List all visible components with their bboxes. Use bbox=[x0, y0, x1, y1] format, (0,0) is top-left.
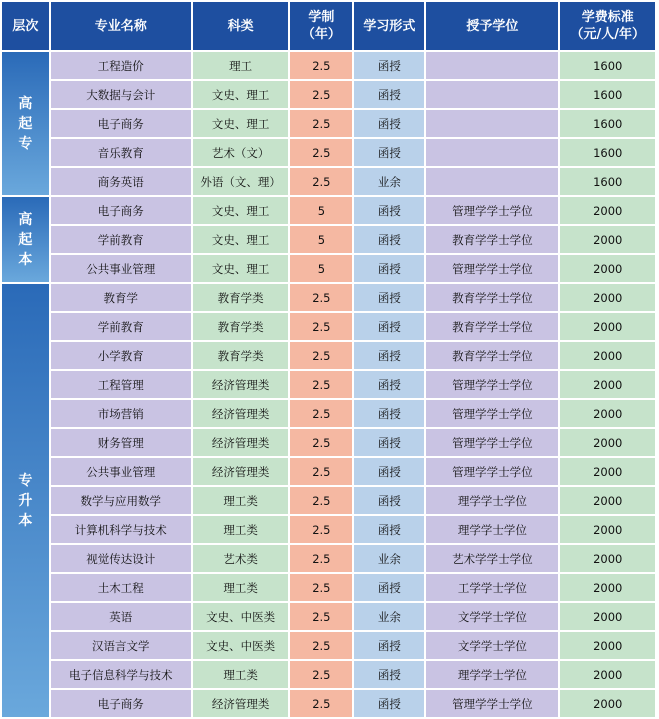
years-cell: 2.5 bbox=[290, 661, 352, 688]
degree-cell: 管理学学士学位 bbox=[426, 255, 558, 282]
fee-cell: 2000 bbox=[560, 400, 655, 427]
category-cell: 外语（文、理） bbox=[193, 168, 288, 195]
fee-cell: 1600 bbox=[560, 81, 655, 108]
degree-cell: 管理学学士学位 bbox=[426, 458, 558, 485]
years-cell: 5 bbox=[290, 226, 352, 253]
level-cell bbox=[2, 197, 49, 282]
table-row bbox=[2, 661, 655, 688]
years-cell: 2.5 bbox=[290, 603, 352, 630]
table-row bbox=[2, 574, 655, 601]
table-row bbox=[2, 632, 655, 659]
header-fee bbox=[560, 2, 655, 50]
table-row bbox=[2, 81, 655, 108]
degree-cell: 管理学学士学位 bbox=[426, 197, 558, 224]
degree-cell: 管理学学士学位 bbox=[426, 371, 558, 398]
level-label: 高起本 bbox=[18, 211, 33, 268]
fee-cell: 1600 bbox=[560, 139, 655, 166]
table-row bbox=[2, 690, 655, 717]
header-fee-line2: （元/人/年） bbox=[570, 27, 645, 42]
fee-cell: 2000 bbox=[560, 661, 655, 688]
degree-cell: 文学学士学位 bbox=[426, 632, 558, 659]
major-cell: 大数据与会计 bbox=[51, 81, 191, 108]
fee-cell: 2000 bbox=[560, 574, 655, 601]
years-cell: 2.5 bbox=[290, 690, 352, 717]
mode-cell: 函授 bbox=[354, 139, 424, 166]
category-cell: 教育学类 bbox=[193, 313, 288, 340]
mode-cell: 函授 bbox=[354, 574, 424, 601]
fee-cell: 2000 bbox=[560, 226, 655, 253]
major-cell: 电子商务 bbox=[51, 110, 191, 137]
degree-cell: 艺术学学士学位 bbox=[426, 545, 558, 572]
category-cell: 经济管理类 bbox=[193, 371, 288, 398]
years-cell: 2.5 bbox=[290, 284, 352, 311]
major-cell: 电子商务 bbox=[51, 690, 191, 717]
major-cell: 汉语言文学 bbox=[51, 632, 191, 659]
degree-cell: 文学学士学位 bbox=[426, 603, 558, 630]
years-cell: 2.5 bbox=[290, 52, 352, 79]
years-cell: 2.5 bbox=[290, 313, 352, 340]
header-mode: 学习形式 bbox=[354, 2, 424, 50]
category-cell: 理工类 bbox=[193, 516, 288, 543]
mode-cell: 业余 bbox=[354, 603, 424, 630]
fee-cell: 2000 bbox=[560, 342, 655, 369]
degree-cell: 教育学学士学位 bbox=[426, 342, 558, 369]
table-row bbox=[2, 52, 655, 79]
major-cell: 土木工程 bbox=[51, 574, 191, 601]
degree-cell: 理学学士学位 bbox=[426, 516, 558, 543]
major-cell: 音乐教育 bbox=[51, 139, 191, 166]
table-row bbox=[2, 342, 655, 369]
major-cell: 电子商务 bbox=[51, 197, 191, 224]
mode-cell: 业余 bbox=[354, 545, 424, 572]
fee-cell: 1600 bbox=[560, 168, 655, 195]
mode-cell: 函授 bbox=[354, 255, 424, 282]
category-cell: 理工 bbox=[193, 52, 288, 79]
degree-cell bbox=[426, 110, 558, 137]
major-cell: 学前教育 bbox=[51, 313, 191, 340]
major-cell: 计算机科学与技术 bbox=[51, 516, 191, 543]
mode-cell: 函授 bbox=[354, 371, 424, 398]
mode-cell: 函授 bbox=[354, 690, 424, 717]
header-fee-line1: 学费标准 bbox=[581, 10, 634, 25]
mode-cell: 函授 bbox=[354, 516, 424, 543]
table-row bbox=[2, 197, 655, 224]
category-cell: 艺术（文） bbox=[193, 139, 288, 166]
level-cell bbox=[2, 284, 49, 717]
major-cell: 工程造价 bbox=[51, 52, 191, 79]
years-cell: 2.5 bbox=[290, 81, 352, 108]
major-cell: 工程管理 bbox=[51, 371, 191, 398]
fee-cell: 2000 bbox=[560, 313, 655, 340]
major-cell: 英语 bbox=[51, 603, 191, 630]
mode-cell: 函授 bbox=[354, 313, 424, 340]
years-cell: 2.5 bbox=[290, 632, 352, 659]
mode-cell: 函授 bbox=[354, 110, 424, 137]
category-cell: 文史、理工 bbox=[193, 255, 288, 282]
degree-cell bbox=[426, 168, 558, 195]
table-row bbox=[2, 603, 655, 630]
degree-cell: 理学学士学位 bbox=[426, 661, 558, 688]
major-cell: 数学与应用数学 bbox=[51, 487, 191, 514]
table-row bbox=[2, 284, 655, 311]
category-cell: 经济管理类 bbox=[193, 400, 288, 427]
major-cell: 商务英语 bbox=[51, 168, 191, 195]
table-row bbox=[2, 516, 655, 543]
degree-cell: 教育学学士学位 bbox=[426, 226, 558, 253]
years-cell: 2.5 bbox=[290, 545, 352, 572]
fee-cell: 1600 bbox=[560, 110, 655, 137]
mode-cell: 函授 bbox=[354, 52, 424, 79]
mode-cell: 函授 bbox=[354, 458, 424, 485]
fee-cell: 2000 bbox=[560, 690, 655, 717]
category-cell: 文史、理工 bbox=[193, 110, 288, 137]
years-cell: 5 bbox=[290, 255, 352, 282]
table-row bbox=[2, 371, 655, 398]
level-cell bbox=[2, 52, 49, 195]
table-row bbox=[2, 458, 655, 485]
years-cell: 2.5 bbox=[290, 110, 352, 137]
category-cell: 文史、中医类 bbox=[193, 603, 288, 630]
table-row bbox=[2, 400, 655, 427]
years-cell: 5 bbox=[290, 197, 352, 224]
fee-cell: 2000 bbox=[560, 429, 655, 456]
header-years-line1: 学制 bbox=[308, 10, 335, 25]
table-row bbox=[2, 168, 655, 195]
table-row bbox=[2, 139, 655, 166]
major-cell: 公共事业管理 bbox=[51, 255, 191, 282]
fee-cell: 2000 bbox=[560, 197, 655, 224]
years-cell: 2.5 bbox=[290, 487, 352, 514]
mode-cell: 函授 bbox=[354, 400, 424, 427]
years-cell: 2.5 bbox=[290, 429, 352, 456]
table-row bbox=[2, 487, 655, 514]
level-label: 高起专 bbox=[18, 95, 33, 152]
years-cell: 2.5 bbox=[290, 400, 352, 427]
major-cell: 财务管理 bbox=[51, 429, 191, 456]
degree-cell bbox=[426, 52, 558, 79]
degree-cell: 教育学学士学位 bbox=[426, 313, 558, 340]
major-cell: 公共事业管理 bbox=[51, 458, 191, 485]
years-cell: 2.5 bbox=[290, 458, 352, 485]
mode-cell: 函授 bbox=[354, 284, 424, 311]
degree-cell: 管理学学士学位 bbox=[426, 400, 558, 427]
years-cell: 2.5 bbox=[290, 516, 352, 543]
mode-cell: 业余 bbox=[354, 168, 424, 195]
category-cell: 教育学类 bbox=[193, 342, 288, 369]
degree-cell bbox=[426, 81, 558, 108]
years-cell: 2.5 bbox=[290, 371, 352, 398]
table-row bbox=[2, 429, 655, 456]
major-cell: 学前教育 bbox=[51, 226, 191, 253]
degree-cell: 理学学士学位 bbox=[426, 487, 558, 514]
mode-cell: 函授 bbox=[354, 342, 424, 369]
header-row bbox=[2, 2, 655, 50]
degree-cell: 工学学士学位 bbox=[426, 574, 558, 601]
level-label: 专升本 bbox=[18, 472, 33, 529]
degree-cell: 管理学学士学位 bbox=[426, 690, 558, 717]
table-row bbox=[2, 545, 655, 572]
category-cell: 理工类 bbox=[193, 661, 288, 688]
category-cell: 文史、理工 bbox=[193, 197, 288, 224]
category-cell: 经济管理类 bbox=[193, 690, 288, 717]
fee-cell: 1600 bbox=[560, 52, 655, 79]
category-cell: 经济管理类 bbox=[193, 458, 288, 485]
fee-cell: 2000 bbox=[560, 545, 655, 572]
table-row bbox=[2, 110, 655, 137]
fee-cell: 2000 bbox=[560, 371, 655, 398]
degree-cell: 教育学学士学位 bbox=[426, 284, 558, 311]
mode-cell: 函授 bbox=[354, 81, 424, 108]
header-years bbox=[290, 2, 352, 50]
header-category: 科类 bbox=[193, 2, 288, 50]
header-years-line2: （年） bbox=[301, 27, 341, 42]
fee-cell: 2000 bbox=[560, 632, 655, 659]
fee-cell: 2000 bbox=[560, 603, 655, 630]
years-cell: 2.5 bbox=[290, 574, 352, 601]
fee-cell: 2000 bbox=[560, 458, 655, 485]
major-cell: 电子信息科学与技术 bbox=[51, 661, 191, 688]
fee-cell: 2000 bbox=[560, 516, 655, 543]
category-cell: 理工类 bbox=[193, 487, 288, 514]
table-body bbox=[2, 52, 655, 717]
mode-cell: 函授 bbox=[354, 226, 424, 253]
major-cell: 视觉传达设计 bbox=[51, 545, 191, 572]
table-row bbox=[2, 255, 655, 282]
major-cell: 教育学 bbox=[51, 284, 191, 311]
header-major: 专业名称 bbox=[51, 2, 191, 50]
table-row bbox=[2, 313, 655, 340]
mode-cell: 函授 bbox=[354, 197, 424, 224]
category-cell: 艺术类 bbox=[193, 545, 288, 572]
category-cell: 文史、理工 bbox=[193, 226, 288, 253]
degree-cell: 管理学学士学位 bbox=[426, 429, 558, 456]
mode-cell: 函授 bbox=[354, 661, 424, 688]
category-cell: 教育学类 bbox=[193, 284, 288, 311]
years-cell: 2.5 bbox=[290, 342, 352, 369]
table-row bbox=[2, 226, 655, 253]
fee-cell: 2000 bbox=[560, 487, 655, 514]
category-cell: 理工类 bbox=[193, 574, 288, 601]
fee-cell: 2000 bbox=[560, 255, 655, 282]
years-cell: 2.5 bbox=[290, 168, 352, 195]
mode-cell: 函授 bbox=[354, 487, 424, 514]
fee-cell: 2000 bbox=[560, 284, 655, 311]
category-cell: 文史、理工 bbox=[193, 81, 288, 108]
category-cell: 经济管理类 bbox=[193, 429, 288, 456]
header-level: 层次 bbox=[2, 2, 49, 50]
mode-cell: 函授 bbox=[354, 632, 424, 659]
category-cell: 文史、中医类 bbox=[193, 632, 288, 659]
years-cell: 2.5 bbox=[290, 139, 352, 166]
mode-cell: 函授 bbox=[354, 429, 424, 456]
major-cell: 市场营销 bbox=[51, 400, 191, 427]
major-cell: 小学教育 bbox=[51, 342, 191, 369]
degree-cell bbox=[426, 139, 558, 166]
header-degree: 授予学位 bbox=[426, 2, 558, 50]
